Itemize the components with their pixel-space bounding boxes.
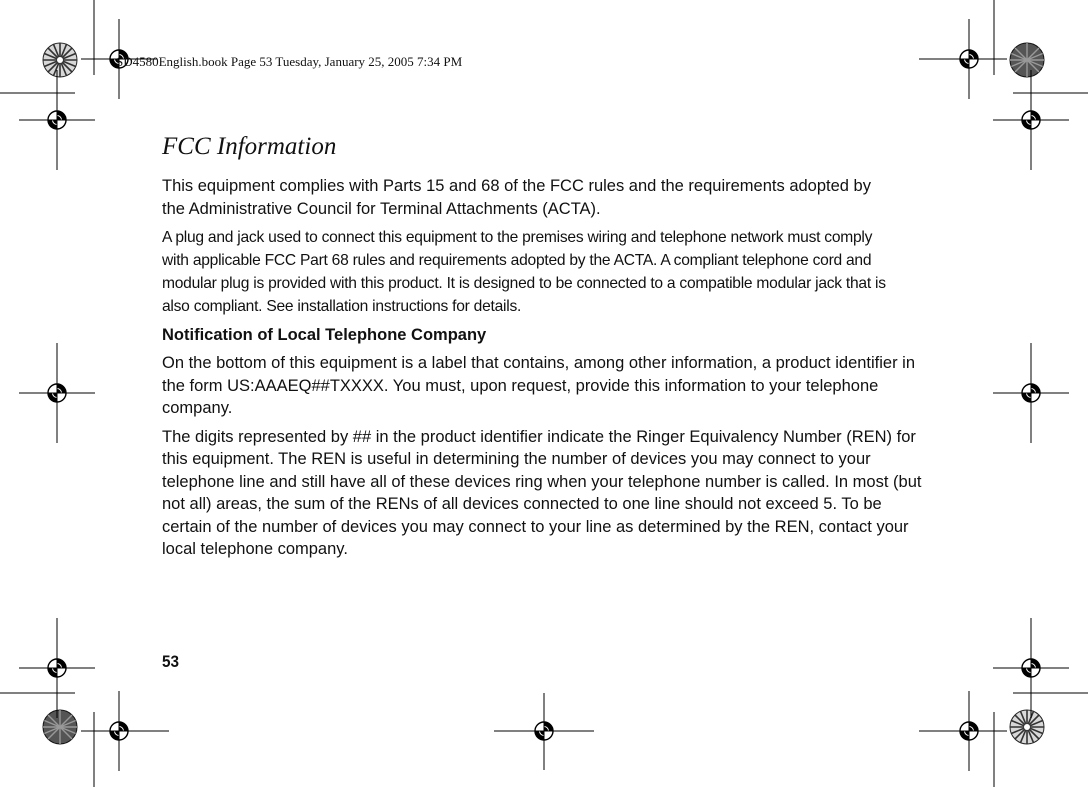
paragraph-label-info: On the bottom of this equipment is a label that contains, among other information, a product identifier in the form US:AAAEQ##TXXXX. You must, upon request, provide this information to your telephone company. — [162, 354, 916, 417]
section-heading: Notification of Local Telephone Company — [162, 326, 487, 344]
paragraph-compliance: This equipment complies with Parts 15 and 68 of the FCC rules and the requirements adopted by the Administrative Council for Terminal Attachments (ACTA). — [162, 177, 871, 218]
page-title: FCC Information — [162, 133, 337, 160]
paragraph-ren: The digits represented by ## in the product identifier indicate the Ringer Equivalency Number (REN) for this equipment. The REN is useful in determining the number of devices you may connect to your telephone line and still have all of these devices ring when your telephone number is called. In most (but not all) areas, the sum of the RENs of all devices connected to one line should not exceed 5. To be certain of the number of devices you may connect to your line as determined by the REN, contact your local telephone company. — [162, 427, 922, 558]
paragraph-plug-jack: A plug and jack used to connect this equipment to the premises wiring and telephone network must comply with applicable FCC Part 68 rules and requirements adopted by the ACTA. A compliant telephone cord and modular plug is provided with this product. It is designed to be connected to a compatible modular jack that is also compliant. See installation instructions for details. — [162, 229, 886, 315]
page-number: 53 — [162, 652, 180, 671]
page-content — [162, 131, 932, 567]
print-header: SD4580English.book Page 53 Tuesday, January 25, 2005 7:34 PM — [116, 54, 463, 69]
